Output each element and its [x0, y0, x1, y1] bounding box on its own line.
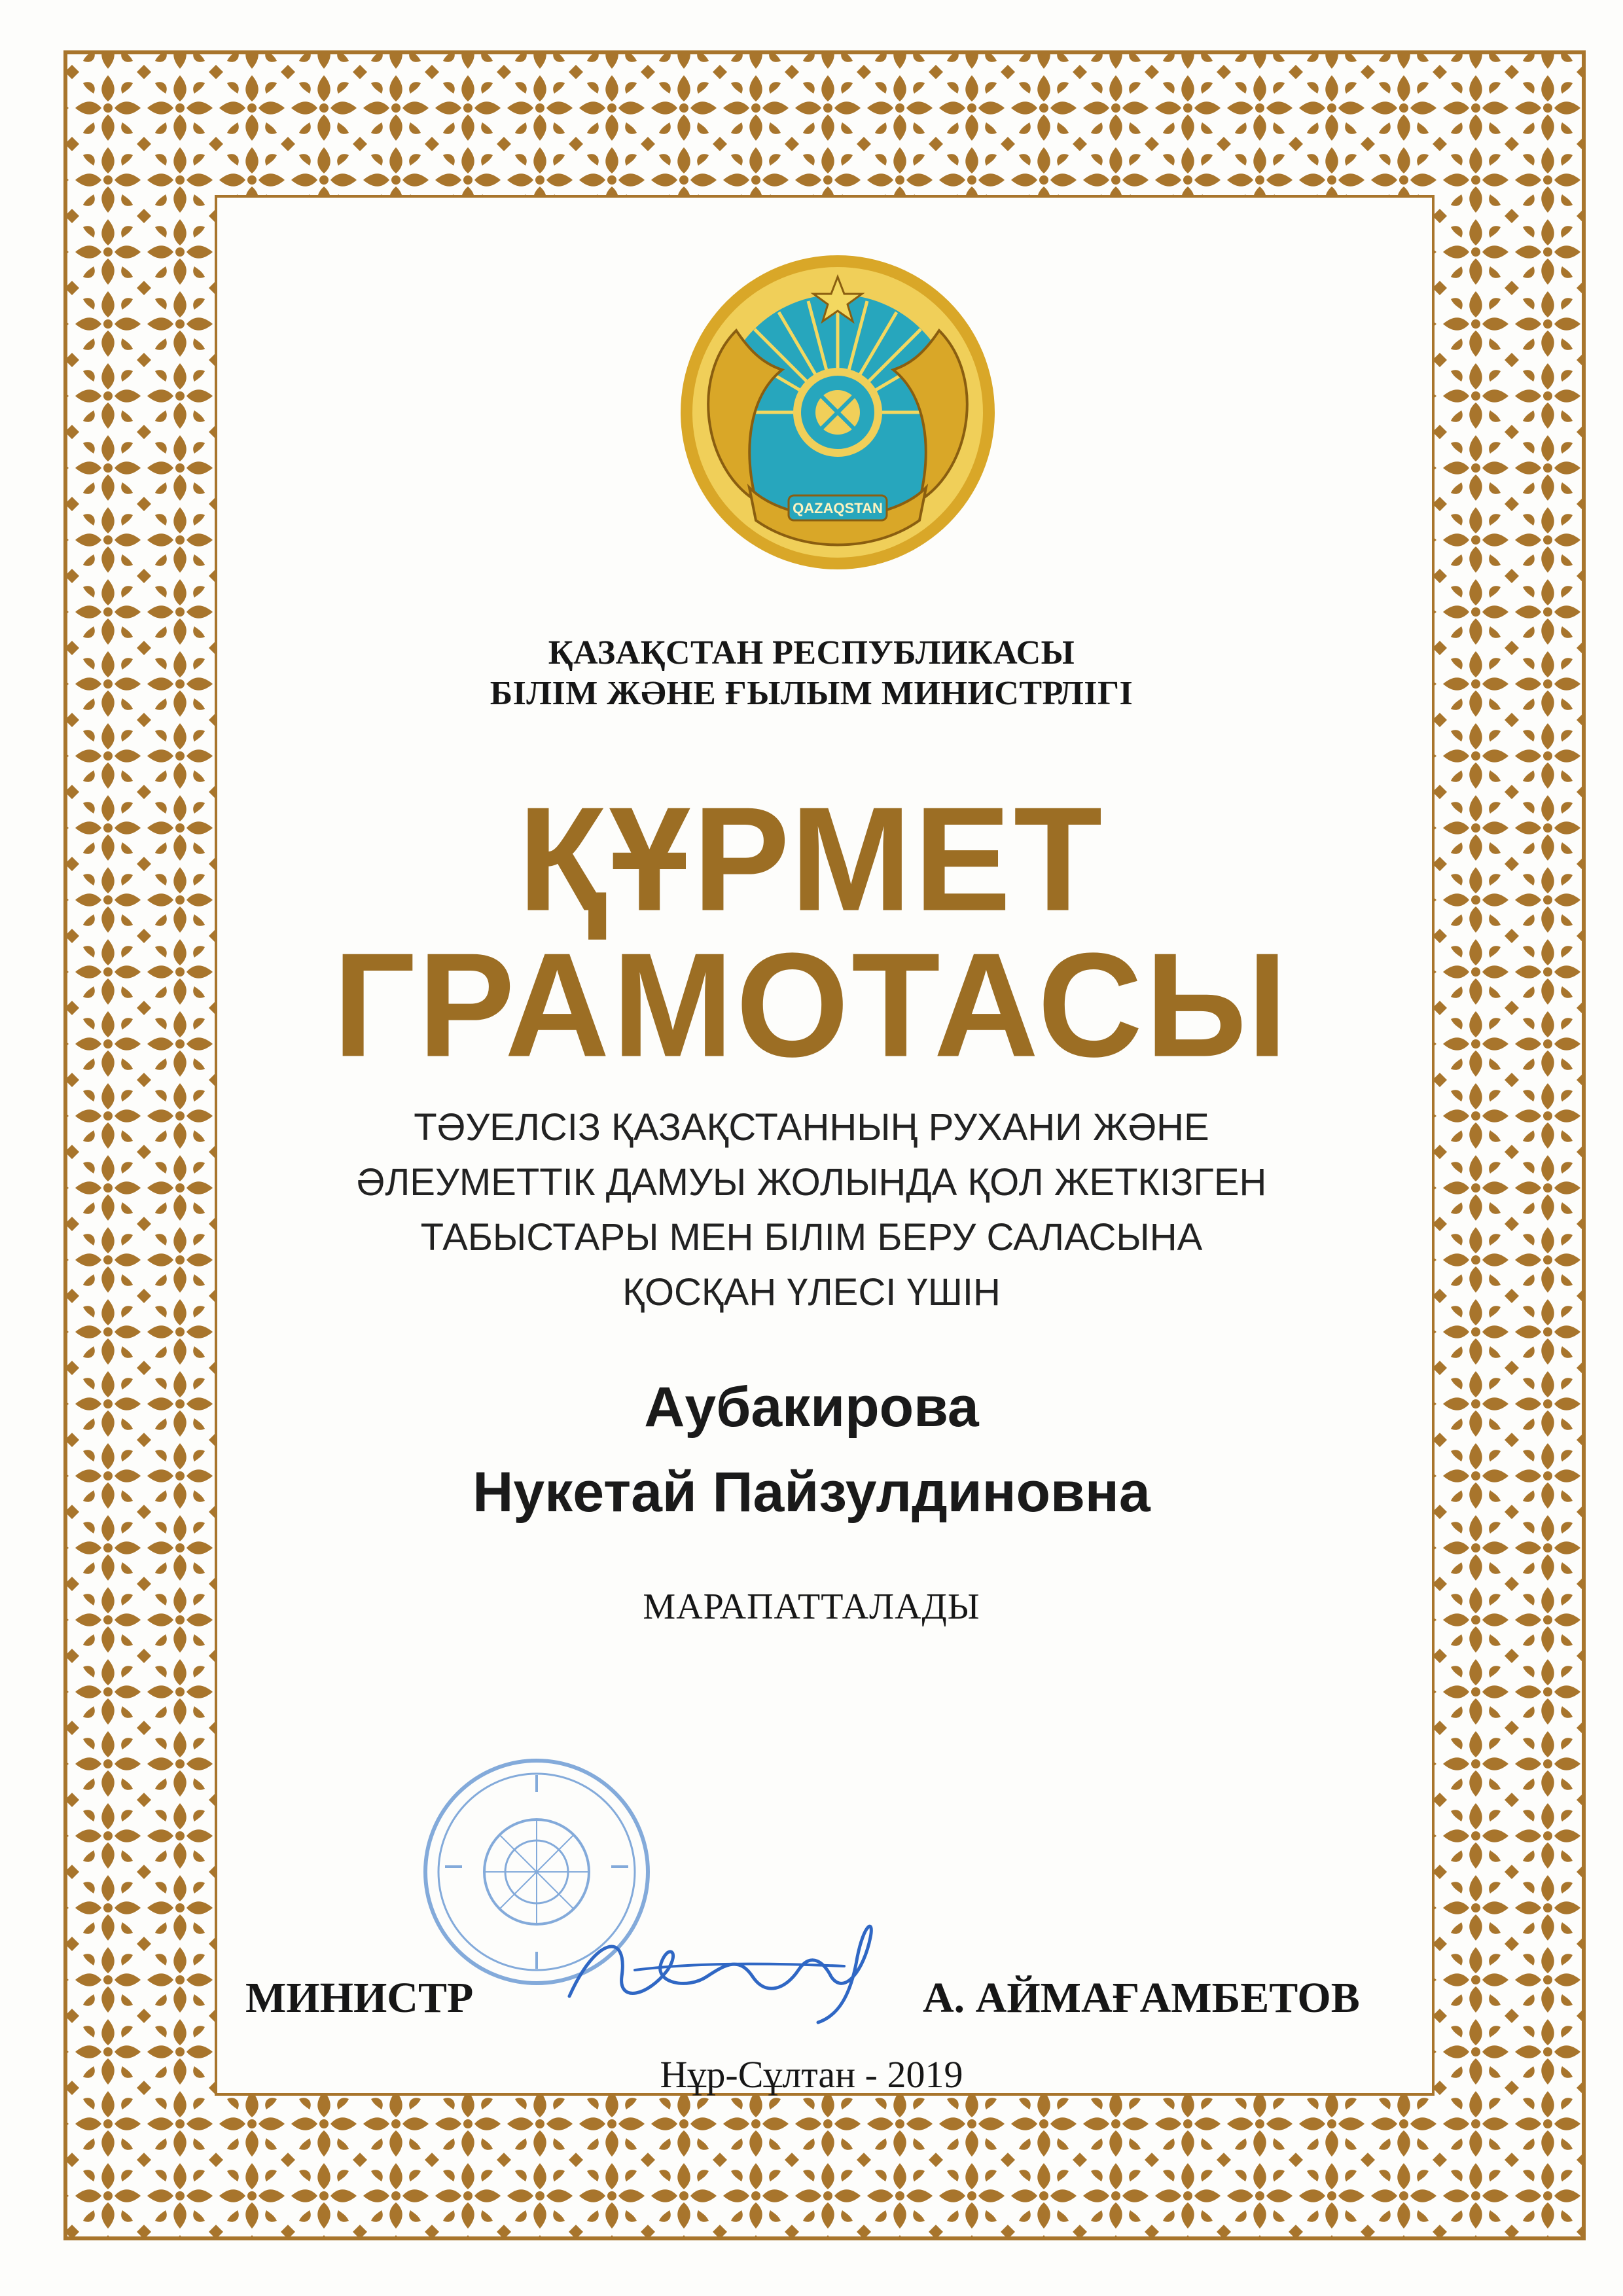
- emblem-inscription: QAZAQSTAN: [793, 500, 883, 516]
- reason-line3: ТАБЫСТАРЫ МЕН БІЛІМ БЕРУ САЛАСЫНА: [420, 1216, 1203, 1259]
- awarded-label: МАРАПАТТАЛАДЫ: [643, 1587, 980, 1627]
- state-emblem-icon: [677, 252, 998, 573]
- reason-line1: ТӘУЕЛСІЗ ҚАЗАҚСТАННЫҢ РУХАНИ ЖӘНЕ: [414, 1106, 1209, 1149]
- handwritten-signature-icon: [556, 1898, 897, 2029]
- reason-line2: ӘЛЕУМЕТТІК ДАМУЫ ЖОЛЫНДА ҚОЛ ЖЕТКІЗГЕН: [356, 1161, 1267, 1204]
- reason-line4: ҚОСҚАН ҮЛЕСІ ҮШІН: [622, 1271, 1001, 1314]
- issuer-ministry: БІЛІМ ЖӘНЕ ҒЫЛЫМ МИНИСТРЛІГІ: [490, 675, 1133, 712]
- place-and-year: Нұр-Сұлтан - 2019: [660, 2053, 963, 2096]
- certificate-title-line1: ҚҰРМЕТ: [518, 776, 1105, 942]
- signatory-name: А. АЙМАҒАМБЕТОВ: [923, 1974, 1360, 2022]
- recipient-given-names: Нукетай Пайзулдиновна: [473, 1461, 1150, 1524]
- certificate-title-line2: ГРАМОТАСЫ: [332, 922, 1291, 1088]
- issuer-country: ҚАЗАҚСТАН РЕСПУБЛИКАСЫ: [548, 634, 1075, 672]
- recipient-surname: Аубакирова: [644, 1376, 979, 1439]
- signatory-title: МИНИСТР: [245, 1974, 474, 2022]
